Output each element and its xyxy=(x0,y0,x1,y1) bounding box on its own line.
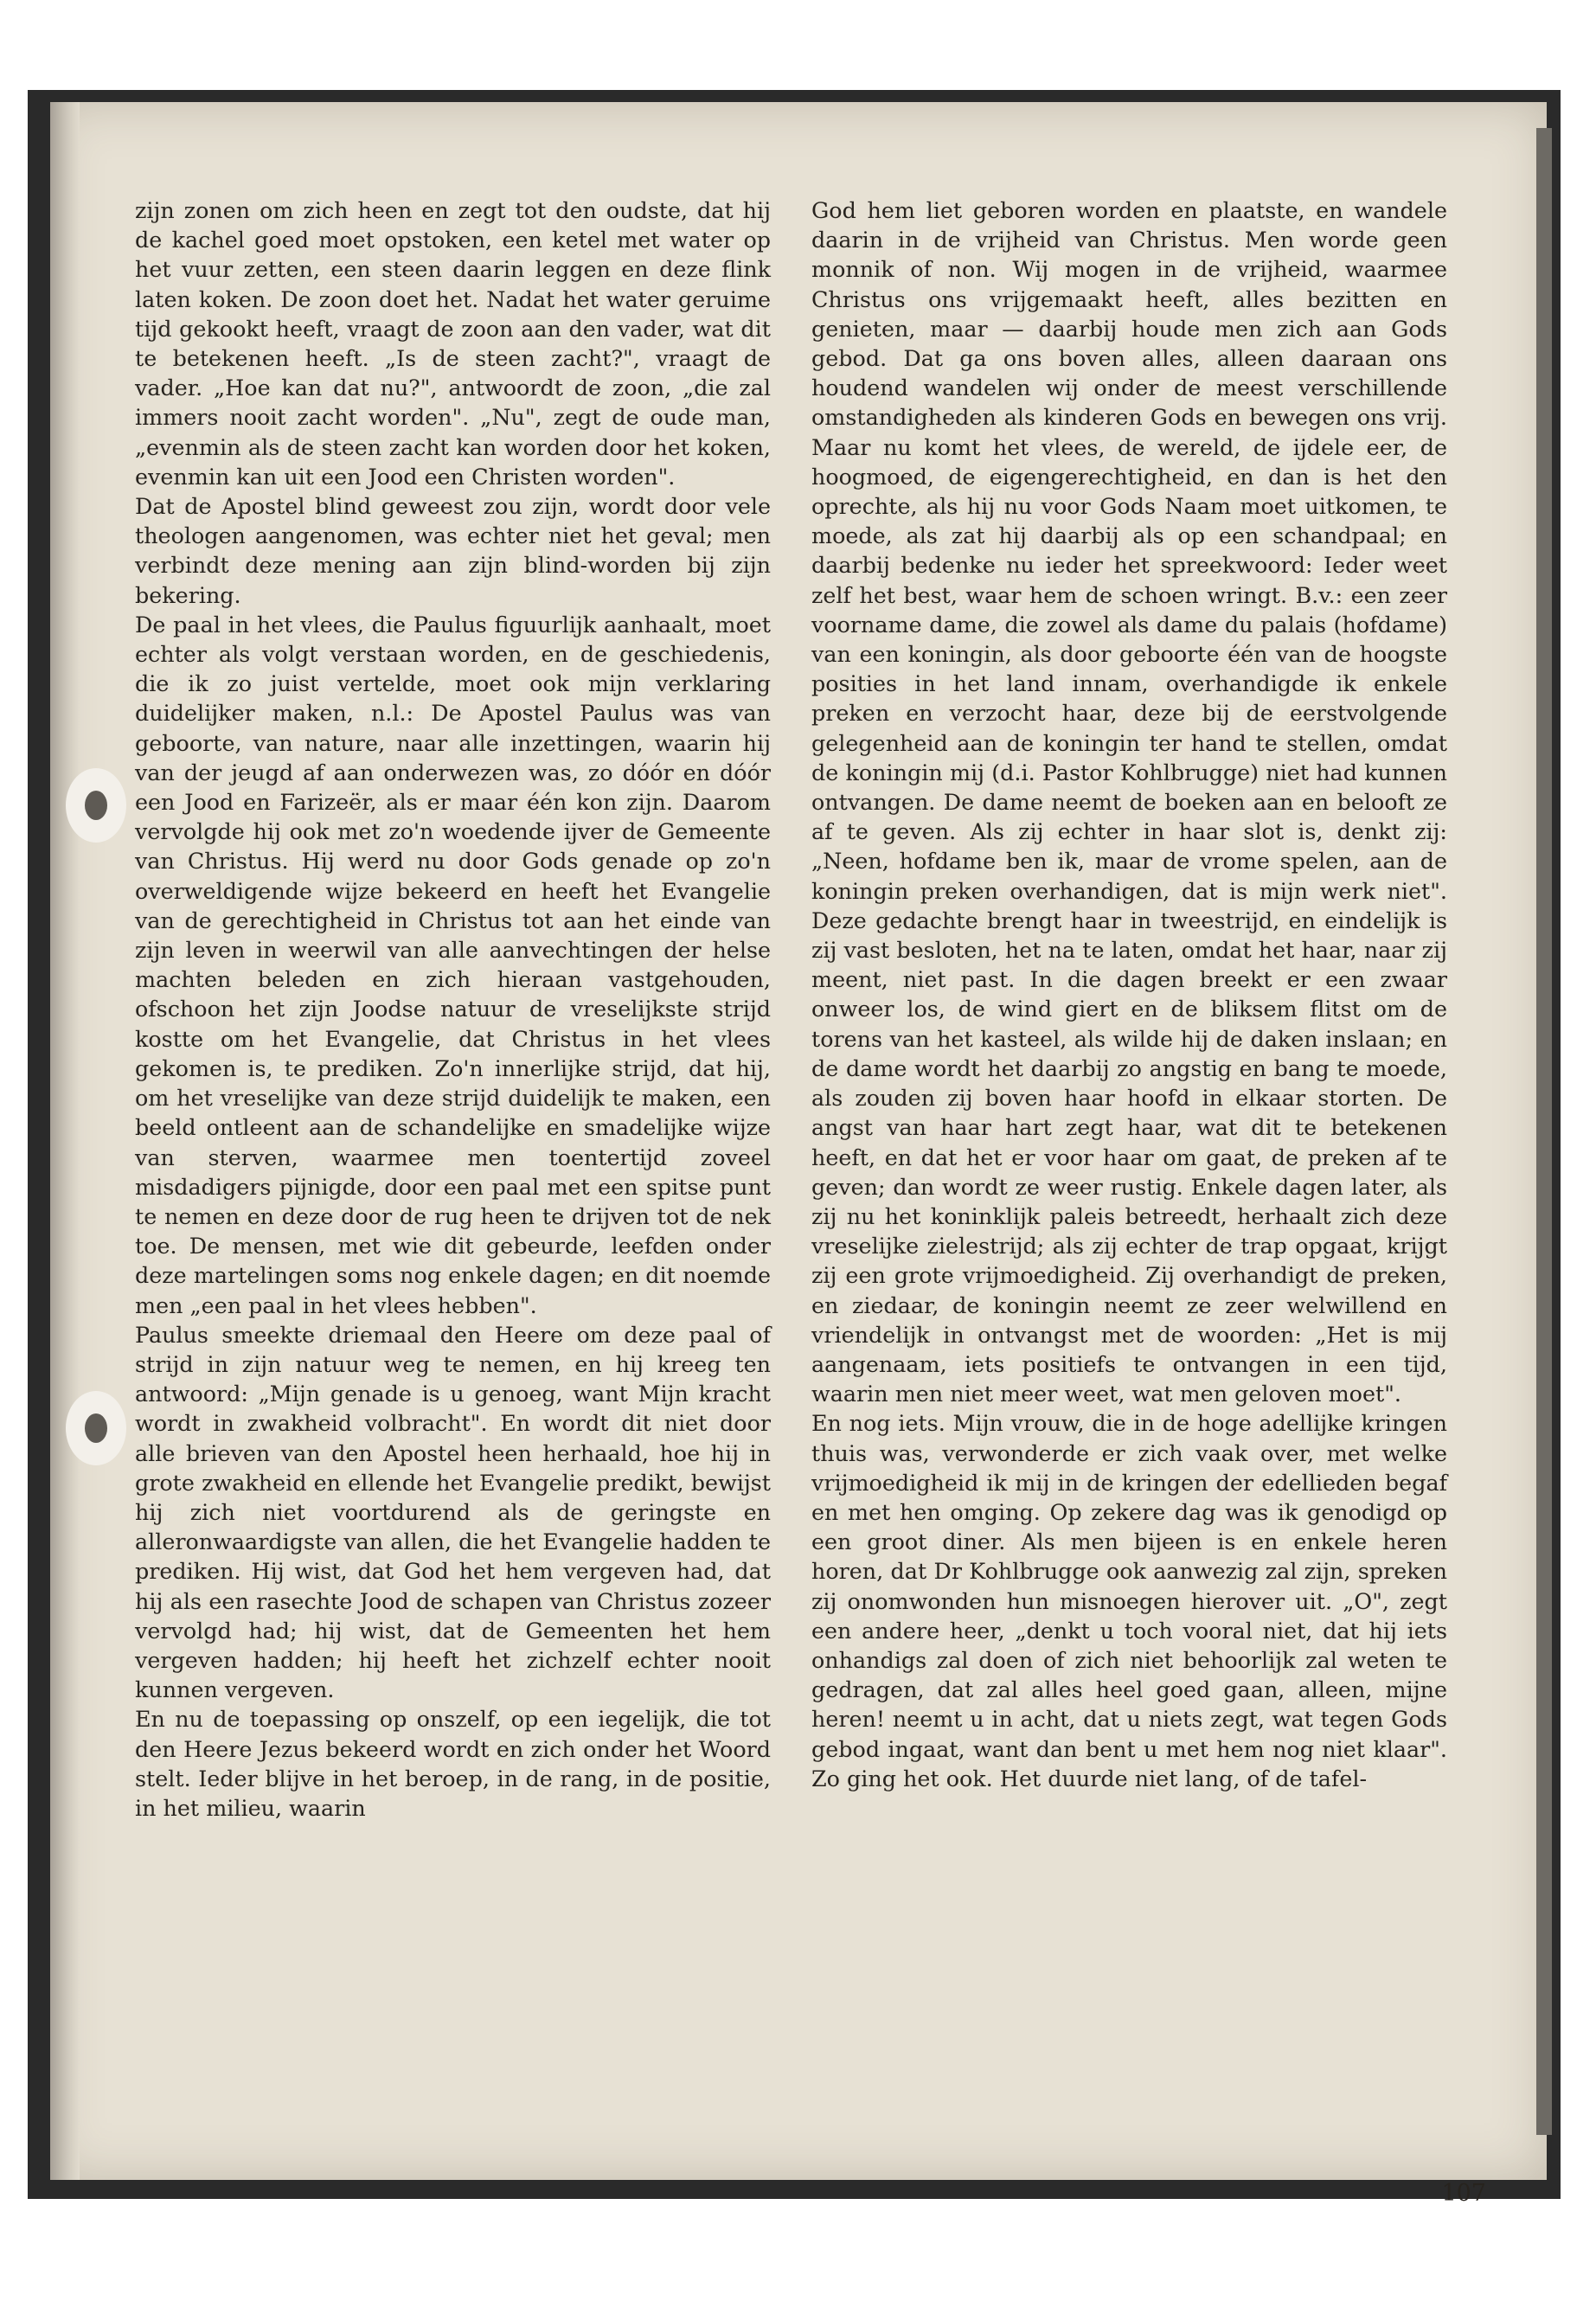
book-page xyxy=(50,102,1547,2207)
paragraph: God hem liet geboren worden en plaatste, en wandele daarin in de vrijheid van Christus. Men worde geen monnik of non. Wij mogen in de vrijheid, waarmee Christus ons vrijgemaakt heeft, alles bezitten en genieten, maar — daarbij houde men zich aan Gods gebod. Dat ga ons boven alles, alleen daaraan ons houdend wandelen wij onder de meest verschillende omstandigheden als kinderen Gods en bewegen ons vrij. Maar nu komt het vlees, de wereld, de ijdele eer, de hoogmoed, de eigengerechtigheid, en dan is het den oprechte, als hij nu voor Gods Naam moet uitkomen, te moede, als zat hij daarbij als op een schandpaal; en daarbij bedenke nu ieder het spreekwoord: Ieder weet zelf het best, waar hem de schoen wringt. B.v.: een zeer voorname dame, die zowel als dame du palais (hofdame) van een koningin, als door geboorte één van de hoogste posities in het land innam, overhandigde ik enkele preken en verzocht haar, deze bij de eerstvolgende gelegenheid aan de koningin ter hand te stellen, omdat de koningin mij (d.i. Pastor Kohlbrugge) niet had kunnen ontvangen. De dame neemt de boeken aan en belooft ze af te geven. Als zij echter in haar slot is, denkt zij: „Neen, hofdame ben ik, maar de vrome spelen, aan de koningin preken overhandigen, dat is mijn werk niet". Deze gedachte brengt haar in tweestrijd, en eindelijk is zij vast besloten, het na te laten, omdat het haar, naar zij meent, niet past. In die dagen breekt er een zwaar onweer los, de wind giert en de bliksem flitst om de torens van het kasteel, als wilde hij de daken inslaan; en de dame wordt het daarbij zo angstig en bang te moede, als zouden zij boven haar hoofd in elkaar storten. De angst van haar hart zegt haar, wat dit te betekenen heeft, en dat het er voor haar om gaat, de preken af te geven; dan wordt ze weer rustig. Enkele dagen later, als zij nu het koninklijk paleis betreedt, herhaalt zich deze vreselijke zielestrijd; als zij echter de trap opgaat, krijgt zij een grote vrijmoedigheid. Zij overhandigt de preken, en ziedaar, de koningin neemt ze zeer welwillend en vriendelijk in ontvangst met de woorden: „Het is mij aangenaam, iets positiefs te ontvangen in een tijd, waarin men niet meer weet, wat men geloven moet". xyxy=(811,197,1447,1407)
binding-hole-mark xyxy=(66,1391,126,1465)
paragraph: Paulus smeekte driemaal den Heere om deze paal of strijd in zijn natuur weg te nemen, en hij kreeg ten antwoord: „Mijn genade is u genoeg, want Mijn kracht wordt in zwakheid volbracht". En wordt dit niet door alle brieven van den Apostel heen herhaald, hoe hij in grote zwakheid en ellende het Evangelie predikt, bewijst hij zich niet voortdurend als de geringste en alleronwaardigste van allen, die het Evangelie hadden te prediken. Hij wist, dat God het hem vergeven had, dat hij als een rasechte Jood de schapen van Christus zozeer vervolgd had; hij wist, dat de Gemeenten het hem vergeven hadden; hij heeft het zichzelf echter nooit kunnen vergeven. xyxy=(135,1321,771,1703)
paragraph: Dat de Apostel blind geweest zou zijn, wordt door vele theologen aangenomen, was echter niet het geval; men verbindt deze mening aan zijn blind-worden bij zijn bekering. xyxy=(135,493,771,608)
right-column xyxy=(811,195,1447,1793)
page-gutter xyxy=(50,102,80,2180)
page-edge xyxy=(1536,128,1552,2135)
paragraph: En nu de toepassing op onszelf, op een iegelijk, die tot den Heere Jezus bekeerd wordt en zich onder het Woord stelt. Ieder blijve in het beroep, in de rang, in de positie, in het milieu, waarin xyxy=(135,1706,771,1821)
left-column xyxy=(135,195,771,1823)
binding-hole xyxy=(85,791,107,820)
binding-hole-mark xyxy=(66,768,126,843)
paragraph: zijn zonen om zich heen en zegt tot den oudste, dat hij de kachel goed moet opstoken, een ketel met water op het vuur zetten, een steen daarin leggen en deze flink laten koken. De zoon doet het. Nadat het water geruime tijd gekookt heeft, vraagt de zoon aan den vader, wat dit te betekenen heeft. „Is de steen zacht?", vraagt de vader. „Hoe kan dat nu?", antwoordt de zoon, „die zal immers nooit zacht worden". „Nu", zegt de oude man, „evenmin als de steen zacht kan worden door het koken, evenmin kan uit een Jood een Christen worden". xyxy=(135,197,771,490)
binding-hole xyxy=(85,1413,107,1443)
paragraph: De paal in het vlees, die Paulus figuurlijk aanhaalt, moet echter als volgt verstaan worden, en de geschiedenis, die ik zo juist vertelde, moet ook mijn verklaring duidelijker maken, n.l.: De Apostel Paulus was van geboorte, van nature, naar alle inzettingen, waarin hij van der jeugd af aan onderwezen was, zo dóór en dóór een Jood en Farizeër, als er maar één kon zijn. Daarom vervolgde hij ook met zo'n woedende ijver de Gemeente van Christus. Hij werd nu door Gods genade op zo'n overweldigende wijze bekeerd en heeft het Evangelie van de gerechtigheid in Christus tot aan het einde van zijn leven in weerwil van alle aanvechtingen der helse machten beleden en zich hieraan vastgehouden, ofschoon het zijn Joodse natuur de vreselijkste strijd kostte om het Evangelie, dat Christus in het vlees gekomen is, te prediken. Zo'n innerlijke strijd, dat hij, om het vreselijke van deze strijd duidelijk te maken, een beeld ontleent aan de schandelijke en smadelijke wijze van sterven, waarmee men toentertijd zoveel misdadigers pijnigde, door een paal met een spitse punt te nemen en deze door de rug heen te drijven tot de nek toe. De mensen, met wie dit gebeurde, leefden onder deze martelingen soms nog enkele dagen; en dit noemde men „een paal in het vlees hebben". xyxy=(135,611,771,1318)
page-number: 107 xyxy=(1441,2180,1486,2207)
paragraph: En nog iets. Mijn vrouw, die in de hoge adellijke kringen thuis was, verwonderde er zich vaak over, met welke vrijmoedigheid ik mij in de kringen der edellieden begaf en met hen omging. Op zekere dag was ik genodigd op een groot diner. Als men bijeen is en enkele heren horen, dat Dr Kohlbrugge ook aanwezig zal zijn, spreken zij onomwonden hun misnoegen hierover uit. „O", zegt een andere heer, „denkt u toch vooral niet, dat hij iets onhandigs zal doen of zich niet behoorlijk zal weten te gedragen, dat zal alles heel goed gaan, alleen, mijne heren! neemt u in acht, dat u niets zegt, wat tegen Gods gebod ingaat, want dan bent u met hem nog niet klaar". Zo ging het ook. Het duurde niet lang, of de tafel- xyxy=(811,1410,1447,1791)
